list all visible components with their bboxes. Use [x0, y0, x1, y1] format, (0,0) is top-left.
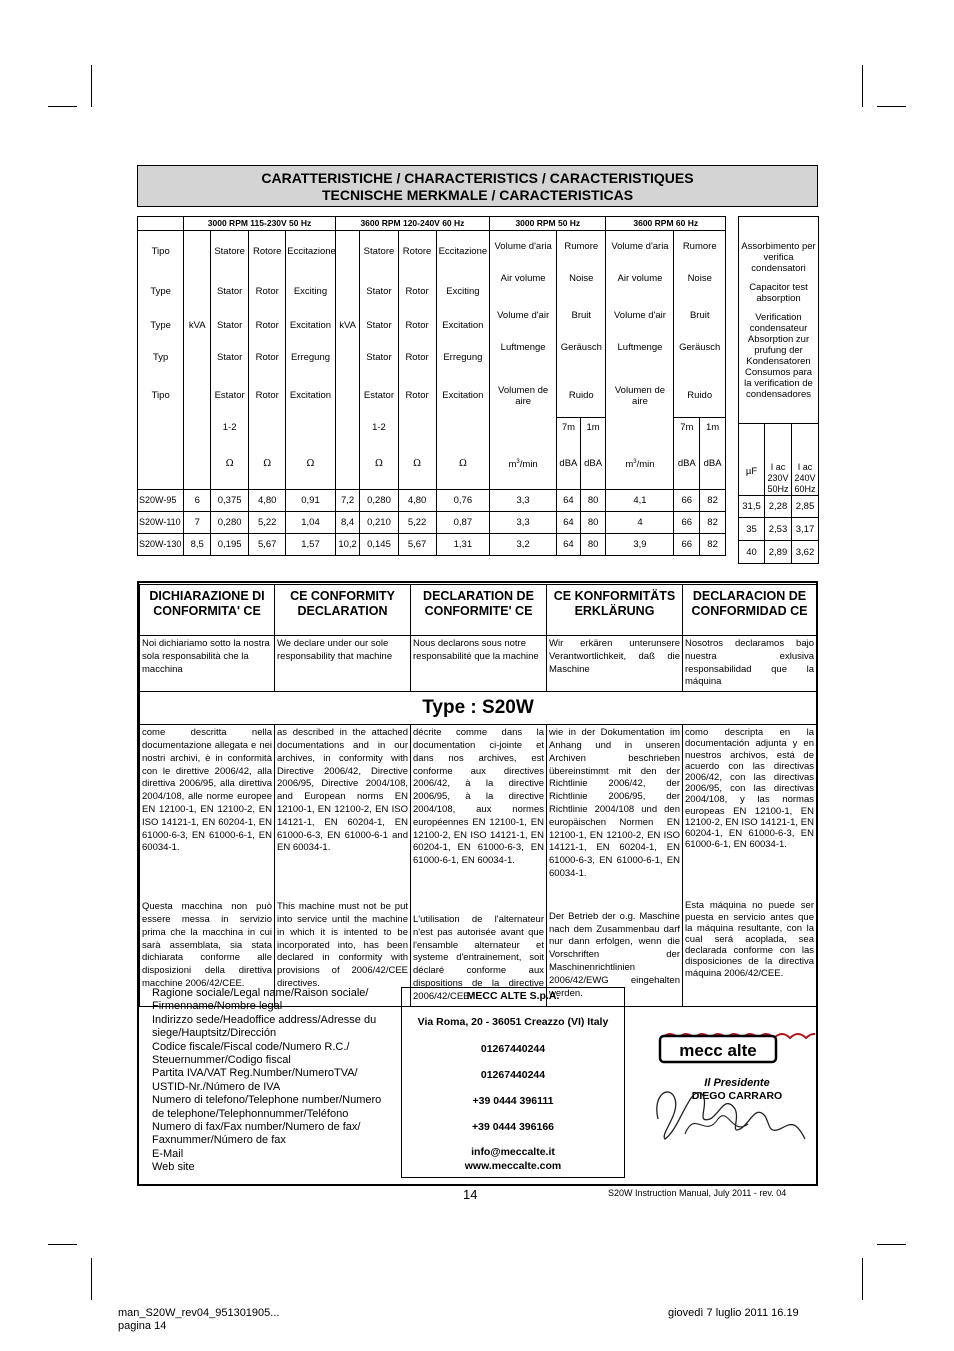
ce-header: DECLARACION DE CONFORMIDAD CE [683, 585, 817, 636]
table-row: 40 2,89 3,62 [739, 541, 819, 564]
table-row: S20W-95 6 0,375 4,80 0,91 7,2 0,280 4,80 0,76 3,3 64 80 4,1 66 82 [138, 490, 726, 512]
group-header: 3000 RPM 50 Hz [490, 217, 606, 231]
characteristics-table: 3000 RPM 115-230V 50 Hz 3600 RPM 120-240V 60 Hz 3000 RPM 50 Hz 3600 RPM 60 Hz Tipo Statore Rotore Eccitazione Statore Rotore Eccitazione Volume d'aria Rumore Volume d'aria Rumore Type Stator Rotor Exciting Stator Rotor Exciting Air volume Noise Air volume Noise Type kVA Stator Rotor Excitation kVA Stator Rotor Excitation Volume d'air Bruit Volume d'air Bruit Typ Stator Rotor Erregung Stator Rotor Erregung Luftmenge Geräusch Luftmenge Geräusch Tipo Estator Rotor Excitation Estator Rotor Excitation Volumen de aire Ruido Volumen de aire Ruido 1-2 1-2 7m 1m 7m 1m Ω Ω Ω Ω Ω Ω $m^3/\min$ dBA dBA $m^3/\min$ dBA dBA S20W-95 6 0,375 4,80 0,91 7,2 0,280 4,80 0,76 3,3 64 80 4,1 66 82 S20W-110 7 0,280 5,22 1,04 8,4 0,210 5,22 0,87 3,3 64 80 4 66 82 S20W-130 8,5 0,195 5,67 1,57 10,2 0,145 5,67 1,31 3,2 64 80 3,9 66 82 [137, 216, 726, 556]
manual-reference: S20W Instruction Manual, July 2011 - rev. 04 [608, 1188, 787, 1198]
group-header: 3600 RPM 60 Hz [606, 217, 726, 231]
crop-mark [862, 65, 863, 107]
footer-file: man_S20W_rev04_951301905... [118, 1307, 280, 1319]
crop-mark [877, 106, 906, 107]
table-row: S20W-130 8,5 0,195 5,67 1,57 10,2 0,145 5,67 1,31 3,2 64 80 3,9 66 82 [138, 534, 726, 556]
ce-header: DICHIARAZIONE DI CONFORMITA' CE [140, 585, 275, 636]
footer-date: giovedì 7 luglio 2011 16.19 [668, 1307, 799, 1319]
table-row: 31,5 2,28 2,85 [739, 496, 819, 518]
company-details: MECC ALTE S.p.A. Via Roma, 20 - 36051 Creazzo (VI) Italy 01267440244 01267440244 +39 0444 396111 +39 0444 396166 info@meccalte.it www.meccalte.com [401, 987, 625, 1178]
ce-header: DECLARATION DE CONFORMITE' CE [411, 585, 547, 636]
machine-type: Type : S20W [140, 692, 817, 725]
crop-mark [877, 1244, 906, 1245]
president-name: DIEGO CARRARO [691, 1090, 783, 1102]
capacitor-header: Assorbimento per verifica condensatori Capacitor test absorption Verification condensateur Absorption zur prufung der Kondensatoren Consumos para la verification de condensadores [739, 231, 819, 424]
meccalte-logo-and-signature [640, 1024, 815, 1149]
crop-mark [862, 1258, 863, 1300]
header-line-1: CARATTERISTICHE / CHARACTERISTICS / CARACTERISTIQUES [261, 170, 694, 186]
president-title: Il Presidente [704, 1077, 770, 1089]
page-number: 14 [463, 1187, 478, 1202]
svg-text:mecc alte: mecc alte [679, 1041, 757, 1060]
header-line-2: TECNISCHE MERKMALE / CARACTERISTICAS [321, 187, 634, 203]
ce-header: CE CONFORMITY DECLARATION [275, 585, 411, 636]
ce-header: CE KONFORMITÄTS ERKLÄRUNG [547, 585, 683, 636]
group-header: 3000 RPM 115-230V 50 Hz [184, 217, 335, 231]
crop-mark [91, 1258, 92, 1300]
table-row: 35 2,53 3,17 [739, 518, 819, 541]
characteristics-header [137, 165, 818, 207]
crop-mark [48, 106, 77, 107]
group-header: 3600 RPM 120-240V 60 Hz [335, 217, 489, 231]
table-row: S20W-110 7 0,280 5,22 1,04 8,4 0,210 5,22 0,87 3,3 64 80 4 66 82 [138, 512, 726, 534]
company-labels: Ragione sociale/Legal name/Raison sociale/ Firmenname/Nombre legal Indirizzo sede/Headoffice address/Adresse du siege/Hauptsitz/Dirección Codice fiscale/Fiscal code/Numero R.C./ Steuernummer/Codigo fiscal Partita IVA/VAT Reg.Number/NumeroTVA/ USTID-Nr./Número de IVA Numero di telefono/Telephone number/Numero de telephone/Telephonnummer/Teléfono Numero di fax/Fax number/Numero de fax/ Faxnummer/Número de fax E-Mail Web site [152, 987, 382, 1174]
ce-declaration-table: DICHIARAZIONE DI CONFORMITA' CE CE CONFORMITY DECLARATION DECLARATION DE CONFORMITE' CE CE KONFORMITÄTS ERKLÄRUNG DECLARACION DE CONFORMIDAD CE Noi dichiariamo sotto la nostra sola responsabilità che la macchina We declare under our sole responsability that machine Nous declarons sous notre responsabilité que la machine Wir erkären unterunsere Verantwortlichkeit, daß die Maschine Nosotros declaramos bajo nuestra exlusiva responsabilidad que la máquina Type : S20W come descritta nella documentazione allegata e nei nostri archivi, è in conformità con le direttive 2006/42, alla direttiva 2006/95, alla direttiva 2004/108, alle norme europee EN 12100-1, EN 12100-2, EN ISO 14121-1, EN 60204-1, EN 61000-6-3, EN 61000-6-1, EN 60034-1. Questa macchina non può essere messa in servizio prima che la macchina in cui sarà assemblata, sia stata dichiarata conforme alle disposizioni della direttiva macchine 2006/42/CEE. as described in the attached documentations and in our archives, in conformity with Directive 2006/42, Directive 2006/95, Directive 2004/108, and European norms EN 12100-1, EN 12100-2, EN ISO 14121-1, EN 60204-1, EN 61000-6-3, EN 61000-6-1 and EN 60034-1. This machine must not be put into service until the machine in which it is intented to be incorporated into, has been declared in conformity with provisions of 2006/42/CEE directives. décrite comme dans la documentation ci-jointe et dans nos archives, est conforme aux directives 2006/42, à la directive 2006/95, à la directive 2004/108, aux normes européennes EN 12100-1, EN 12100-2, EN ISO 14121-1, EN 60204-1, EN 61000-6-3, EN 61000-6-1, EN 60034-1. L'utilisation de l'alternateur n'est pas autorisée avant que l'ensamble alternateur et systeme d'entrainement, soit déclaré conforme aux dispositions de la directive 2006/42/CEE. wie in der Dokumentation im Anhang und in unseren Archiven beschrieben übereinstimmt mit den der Richtlinie 2006/42, der Richtlinie 2006/95, der Richtlinie 2004/108 und den europäischen Normen EN 12100-1, EN 12100-2, EN ISO 14121-1, EN 60204-1, EN 61000-6-3, EN 61000-6-1, EN 60034-1. Der Betrieb der o.g. Maschine nach dem Zusammenbau darf nur dann erfolgen, wenn die Vorschriften der Maschinenrichtlinien 2006/42/EWG eingehalten werden. como descripta en la documentación adjunta y en nuestros archivos, está de acuerdo con las directivas 2006/42, con las directivas 2006/95, con las directivas 2004/108, y las normas europeas EN 12100-1, EN 12100-2, EN ISO 14121-1, EN 60204-1, EN 61000-6-3, EN 61000-6-1, EN 60034-1. Esta máquina no puede ser puesta en servicio antes que la máquina resultante, con la cual será acoplada, sea declarada conforme con las disposiciones de la directiva máquina 2006/42/CEE. [139, 584, 817, 1007]
footer-page: pagina 14 [118, 1320, 167, 1332]
meccalte-logo [660, 1034, 815, 1062]
crop-mark [48, 1244, 77, 1245]
capacitor-table: Assorbimento per verifica condensatori Capacitor test absorption Verification condensateur Absorption zur prufung der Kondensatoren Consumos para la verification de condensadores µF I ac 230V 50Hz I ac 240V 60Hz 31,5 2,28 2,85 35 2,53 3,17 40 2,89 3,62 [738, 216, 819, 564]
crop-mark [91, 65, 92, 107]
